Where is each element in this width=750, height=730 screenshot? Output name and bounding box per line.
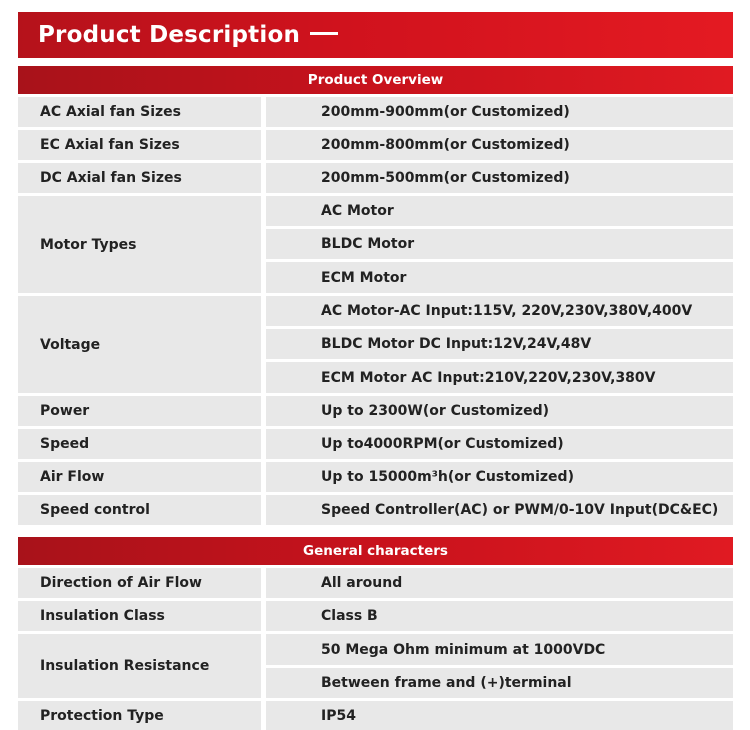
row-label: Insulation Resistance [18, 634, 261, 698]
section-header-product-overview: Product Overview [18, 66, 733, 94]
row-value: Class B [266, 601, 733, 631]
row-label: DC Axial fan Sizes [18, 163, 261, 193]
row-label: Motor Types [18, 196, 261, 293]
row-value: 200mm-500mm(or Customized) [266, 163, 733, 193]
row-value: BLDC Motor [266, 229, 733, 259]
row-value: ECM Motor AC Input:210V,220V,230V,380V [266, 362, 733, 393]
row-value: 200mm-800mm(or Customized) [266, 130, 733, 160]
row-label: Protection Type [18, 701, 261, 730]
row-value: Up to 2300W(or Customized) [266, 396, 733, 426]
row-value: Up to 15000m³h(or Customized) [266, 462, 733, 492]
row-label: Speed control [18, 495, 261, 525]
row-value: Speed Controller(AC) or PWM/0-10V Input(DC&EC) [266, 495, 733, 525]
row-value: BLDC Motor DC Input:12V,24V,48V [266, 329, 733, 359]
banner-title: Product Description [38, 22, 338, 48]
row-value: Up to4000RPM(or Customized) [266, 429, 733, 459]
row-value: 200mm-900mm(or Customized) [266, 97, 733, 127]
product-description-banner [18, 12, 733, 58]
row-label: Insulation Class [18, 601, 261, 631]
row-value: All around [266, 568, 733, 598]
row-value: ECM Motor [266, 262, 733, 293]
row-value: AC Motor [266, 196, 733, 226]
row-label: Voltage [18, 296, 261, 393]
section-header-general-characters: General characters [18, 537, 733, 565]
row-value: AC Motor-AC Input:115V, 220V,230V,380V,400V [266, 296, 733, 326]
row-label: AC Axial fan Sizes [18, 97, 261, 127]
row-label: Air Flow [18, 462, 261, 492]
row-value: Between frame and (+)terminal [266, 668, 733, 698]
row-value: 50 Mega Ohm minimum at 1000VDC [266, 634, 733, 665]
row-label: EC Axial fan Sizes [18, 130, 261, 160]
row-label: Speed [18, 429, 261, 459]
row-label: Direction of Air Flow [18, 568, 261, 598]
row-label: Power [18, 396, 261, 426]
row-value: IP54 [266, 701, 733, 730]
